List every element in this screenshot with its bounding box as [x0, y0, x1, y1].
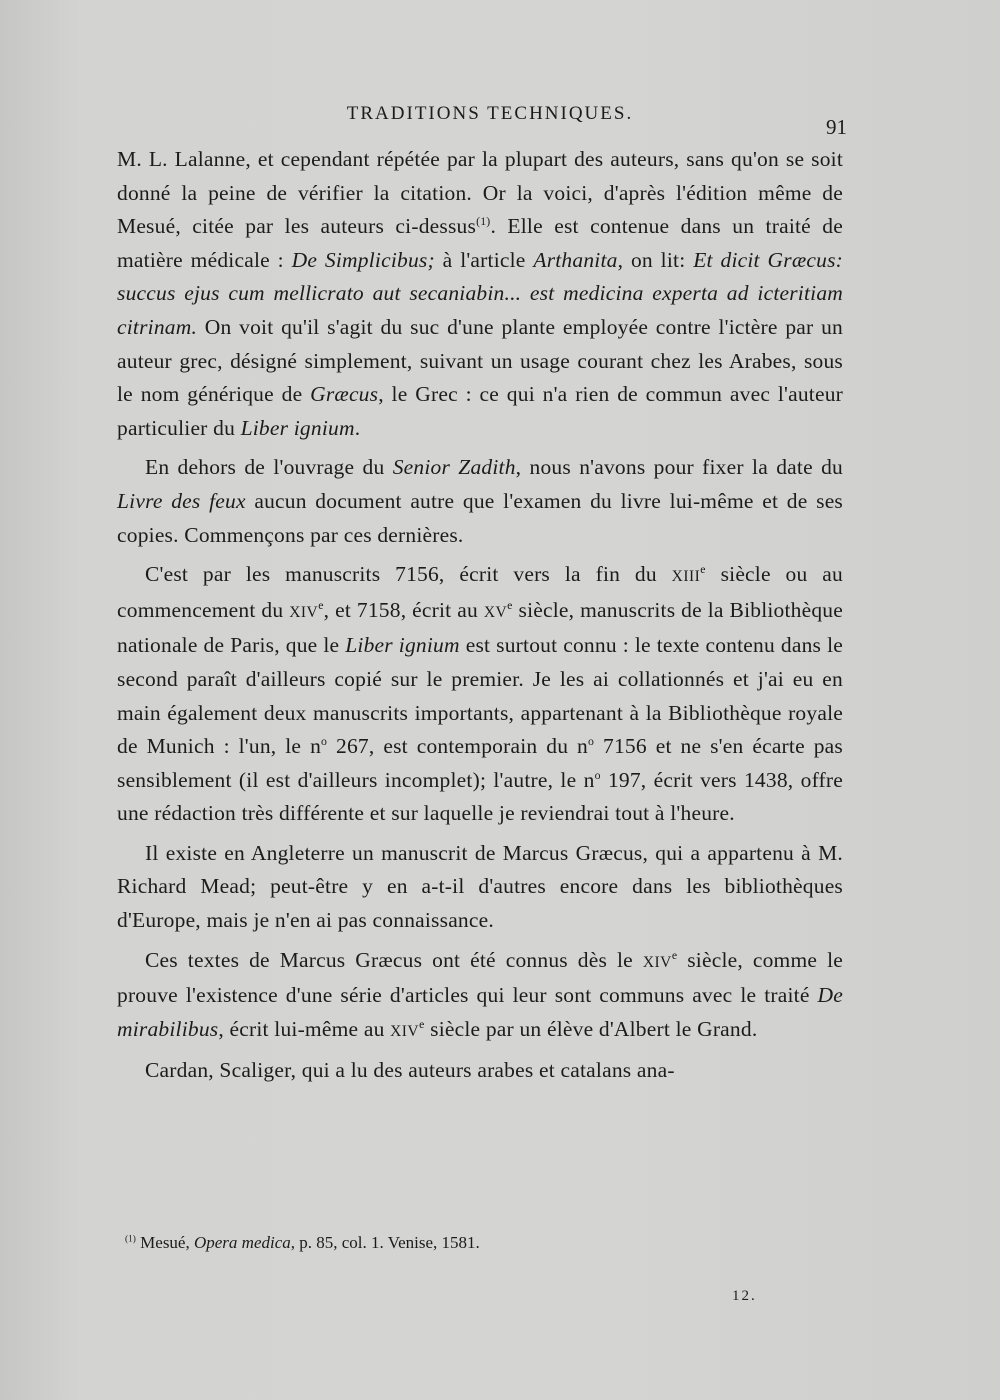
superscript: e [318, 597, 324, 612]
page-number: 91 [826, 115, 847, 139]
text-run: , nous n'avons pour fixer la date du [515, 455, 843, 480]
text-run: , et 7158, écrit au [323, 597, 484, 622]
running-head: TRADITIONS TECHNIQUES. [346, 103, 634, 124]
body-text [117, 143, 843, 1094]
text-run: Cardan, Scaliger, qui a lu des auteurs arabes et catalans ana- [145, 1058, 675, 1083]
paragraph [117, 1054, 843, 1088]
text-run: , écrit lui-même au [218, 1016, 391, 1041]
text-run: En dehors de l'ouvrage du [145, 455, 393, 480]
text-run: . [354, 415, 361, 440]
paragraph [117, 143, 843, 445]
paragraph [117, 837, 843, 938]
italic-text: De Simplicibus; [291, 247, 435, 272]
superscript: e [419, 1016, 425, 1031]
text-run: Ces textes de Marcus Græcus ont été connus dès le [145, 947, 643, 972]
text-run: On voit qu'il s'agit du suc d'une plante employée contre l'ictère par un auteur grec, désigné simplement, suivant un usage courant chez les Arabes, sous le nom générique de [117, 314, 843, 407]
paragraph [117, 944, 843, 1049]
italic-text: Livre des feux [117, 488, 246, 513]
italic-text: De mirabilibus [117, 983, 843, 1041]
text-run: XIII [671, 568, 701, 586]
text-run: 267, est contemporain du n [327, 734, 588, 759]
footnote [125, 1233, 825, 1253]
superscript: e [700, 561, 706, 576]
italic-text: Et dicit Græcus: succus ejus cum mellicrato aut secaniabin... est medicina experta ad icteritiam citrinam. [117, 247, 843, 339]
superscript: e [507, 597, 513, 612]
italic-text: Senior Zadith [392, 455, 516, 480]
text-run: siècle, comme le prouve l'existence d'une série d'articles qui leur sont communs avec le traité [117, 947, 843, 1008]
italic-text: Opera medica [193, 1233, 291, 1252]
text-run: XIV [289, 603, 319, 621]
text-run: C'est par les manuscrits 7156, écrit vers la fin du [145, 562, 672, 587]
paragraph [117, 558, 843, 831]
superscript: (1) [476, 214, 491, 229]
text-run: siècle ou au commencement du [117, 562, 843, 622]
text-run: , on lit: [617, 247, 694, 272]
text-run: à l'article [434, 247, 534, 272]
footnote-marker: (1) [125, 1234, 136, 1245]
text-run: 197, écrit vers 1438, offre une rédaction très différente et sur laquelle je reviendrai tout à l'heure. [117, 767, 844, 826]
text-run: aucun document autre que l'examen du livre lui-même et de ses copies. Commençons par ces dernières. [117, 488, 843, 547]
text-run: XIV [642, 953, 672, 971]
text-run: , p. 85, col. 1. Venise, 1581. [290, 1233, 480, 1252]
superscript: e [671, 947, 678, 962]
superscript: o [321, 733, 328, 748]
italic-text: Liber ignium [240, 415, 355, 440]
italic-text: Græcus [310, 382, 379, 407]
text-run: est surtout connu : le texte contenu dans le second paraît d'ailleurs copié sur le premier. Je les ai collationnés et j'ai eu en main également deux manuscrits importants, appartenant à la Bibliothèque royale de Munich : l'un, le n [117, 633, 844, 759]
text-run: siècle par un élève d'Albert le Grand. [424, 1016, 758, 1041]
text-run: 7156 et ne s'en écarte pas sensiblement (il est d'ailleurs incomplet); l'autre, le n [117, 734, 843, 792]
italic-text: Liber ignium [345, 633, 460, 658]
superscript: o [594, 767, 601, 782]
text-run: Mesué, [135, 1233, 194, 1252]
paragraph [117, 451, 843, 552]
text-run: XV [483, 603, 508, 621]
italic-text: Arthanita [533, 247, 618, 272]
text-run: M. L. Lalanne, et cependant répétée par la plupart des auteurs, sans qu'on se soit donné la peine de vérifier la citation. Or la voici, d'après l'édition même de Mesué, citée par les auteurs ci-dessus [117, 147, 843, 239]
superscript: o [588, 733, 595, 748]
text-run: Il existe en Angleterre un manuscrit de Marcus Græcus, qui a appartenu à M. Richard Mead; peut-être y en a-t-il d'autres encore dans les bibliothèques d'Europe, mais je n'en ai pas connaissance. [117, 840, 843, 933]
text-run: XIV [390, 1022, 420, 1040]
signature-mark: 12. [732, 1288, 757, 1304]
text-run: siècle, manuscrits de la Bibliothèque nationale de Paris, que le [117, 597, 843, 658]
text-run: . Elle est contenue dans un traité de matière médicale : [117, 214, 843, 272]
text-run: , le Grec : ce qui n'a rien de commun avec l'auteur particulier du [117, 382, 844, 440]
